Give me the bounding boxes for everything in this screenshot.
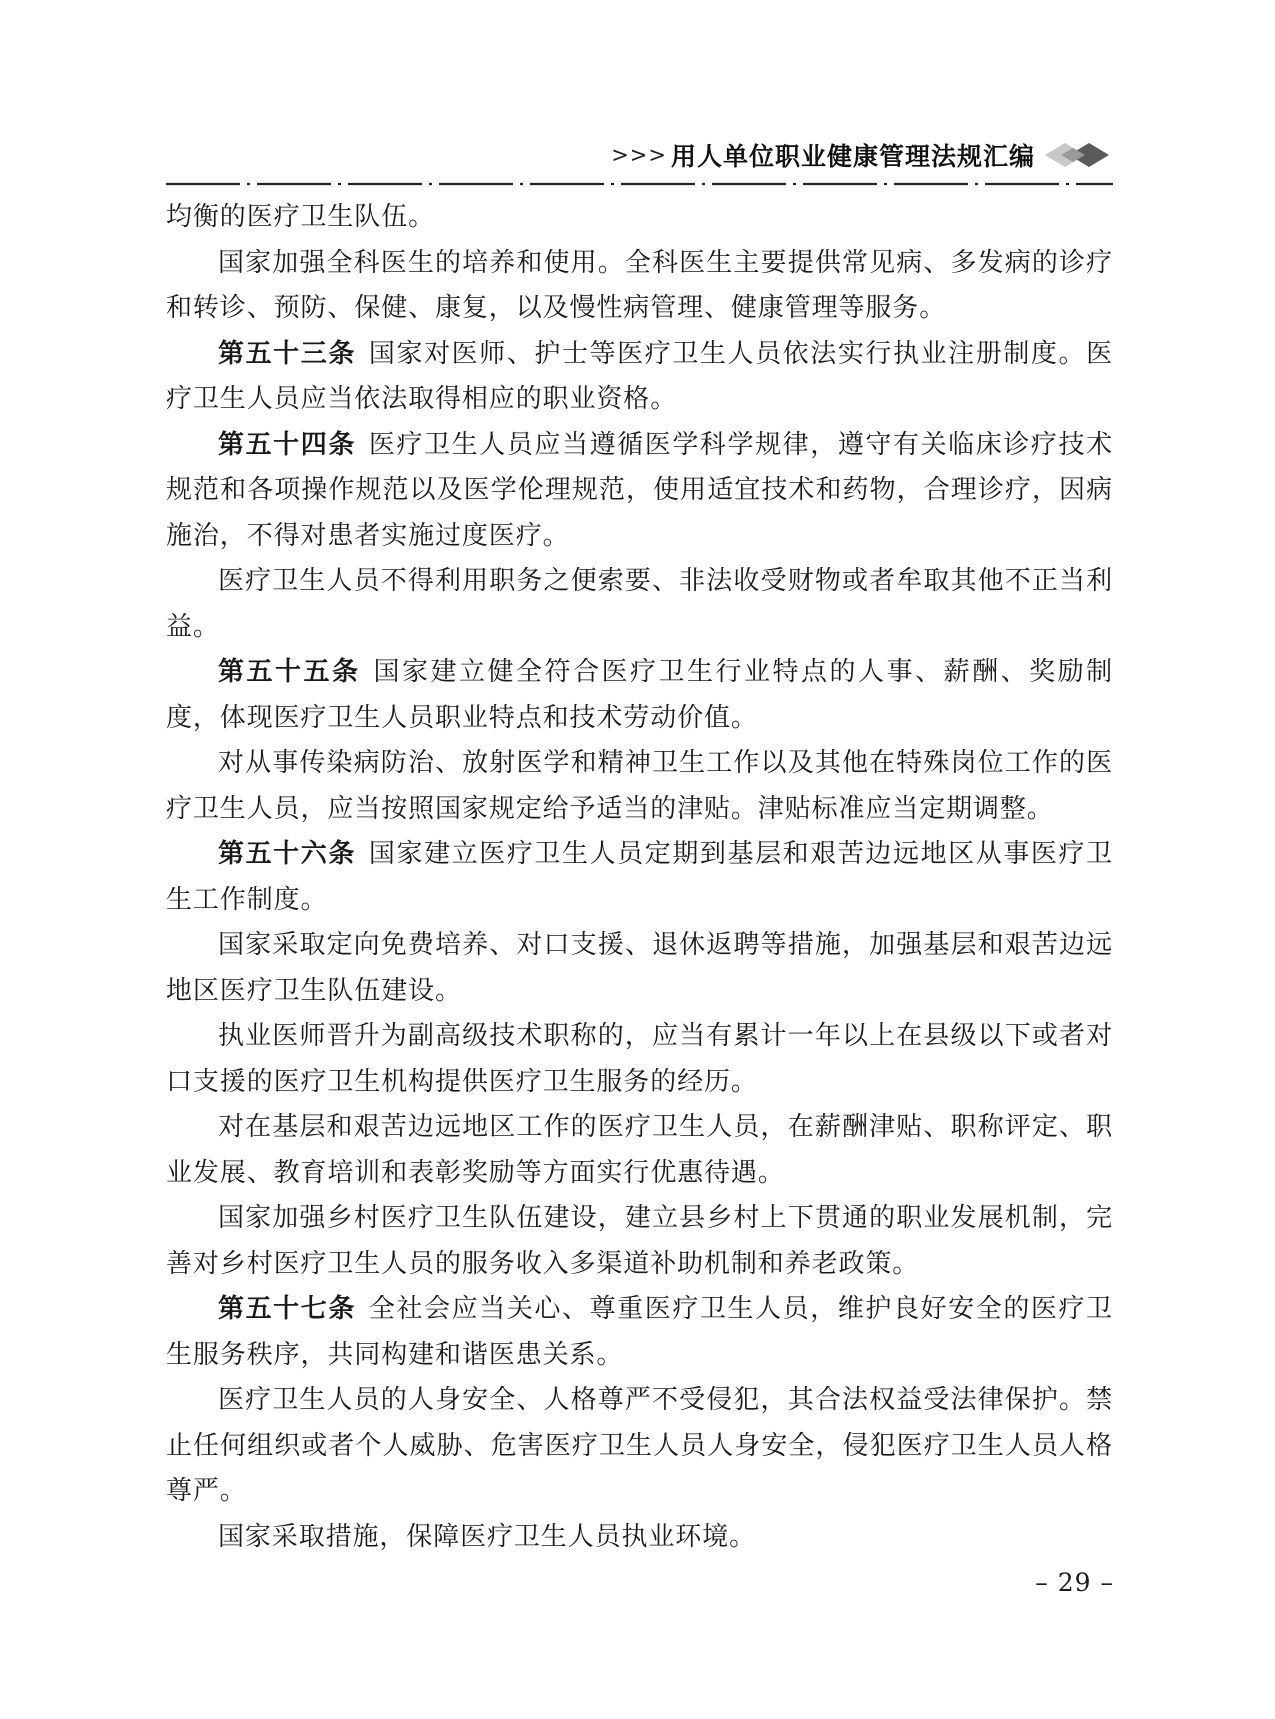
paragraph-text: 国家对医师、护士等医疗卫生人员依法实行执业注册制度。医疗卫生人员应当依法取得相应的职业资格。	[166, 338, 1113, 414]
article-number: 第五十七条	[218, 1294, 356, 1324]
paragraph-text: 国家建立健全符合医疗卫生行业特点的人事、薪酬、奖励制度，体现医疗卫生人员职业特点和技术劳动价值。	[166, 657, 1113, 733]
paragraph-text: 医疗卫生人员不得利用职务之便索要、非法收受财物或者牟取其他不正当利益。	[166, 566, 1113, 642]
article-paragraph	[166, 832, 1113, 923]
article-number: 第五十五条	[218, 657, 361, 687]
paragraph-text: 对从事传染病防治、放射医学和精神卫生工作以及其他在特殊岗位工作的医疗卫生人员，应当按照国家规定给予适当的津贴。津贴标准应当定期调整。	[166, 748, 1113, 824]
body-paragraph	[166, 923, 1113, 1014]
header-title: 用人单位职业健康管理法规汇编	[670, 142, 1035, 171]
paragraph-text: 医疗卫生人员的人身安全、人格尊严不受侵犯，其合法权益受法律保护。禁止任何组织或者个人威胁、危害医疗卫生人员人身安全，侵犯医疗卫生人员人格尊严。	[166, 1385, 1113, 1506]
body-paragraph	[166, 241, 1113, 332]
header-dash-dot-rule	[166, 180, 1113, 188]
article-number: 第五十四条	[218, 429, 356, 460]
paragraph-text: 对在基层和艰苦边远地区工作的医疗卫生人员，在薪酬津贴、职称评定、职业发展、教育培训和表彰奖励等方面实行优惠待遇。	[166, 1112, 1113, 1188]
paragraph-text: 国家加强全科医生的培养和使用。全科医生主要提供常见病、多发病的诊疗和转诊、预防、保健、康复，以及慢性病管理、健康管理等服务。	[166, 247, 1113, 323]
article-paragraph	[166, 332, 1113, 423]
header-arrows: >>>	[611, 143, 667, 167]
body-paragraph	[166, 1014, 1113, 1105]
body-text	[166, 195, 1113, 1560]
body-paragraph	[166, 559, 1113, 650]
paragraph-text: 均衡的医疗卫生队伍。	[166, 202, 436, 232]
paragraph-text: 国家采取定向免费培养、对口支援、退休返聘等措施，加强基层和艰苦边远地区医疗卫生队伍建设。	[166, 930, 1113, 1006]
running-header	[166, 136, 1113, 174]
paragraph-text: 医疗卫生人员应当遵循医学科学规律，遵守有关临床诊疗技术规范和各项操作规范以及医学伦理规范，使用适宜技术和药物，合理诊疗，因病施治，不得对患者实施过度医疗。	[166, 429, 1113, 551]
body-paragraph	[166, 1515, 1113, 1561]
body-paragraph	[166, 1105, 1113, 1196]
article-paragraph	[166, 423, 1113, 560]
body-paragraph	[166, 741, 1113, 832]
article-number: 第五十三条	[218, 338, 356, 369]
diamond-ornament-icon	[1043, 141, 1113, 169]
article-paragraph	[166, 650, 1113, 741]
article-number: 第五十六条	[218, 839, 356, 869]
paragraph-text: 全社会应当关心、尊重医疗卫生人员，维护良好安全的医疗卫生服务秩序，共同构建和谐医患关系。	[166, 1294, 1113, 1370]
paragraph-text: 国家采取措施，保障医疗卫生人员执业环境。	[218, 1521, 757, 1552]
paragraph-text: 国家加强乡村医疗卫生队伍建设，建立县乡村上下贯通的职业发展机制，完善对乡村医疗卫生人员的服务收入多渠道补助机制和养老政策。	[166, 1203, 1113, 1279]
paragraph-text: 执业医师晋升为副高级技术职称的，应当有累计一年以上在县级以下或者对口支援的医疗卫生机构提供医疗卫生服务的经历。	[166, 1021, 1113, 1097]
paragraph-text: 国家建立医疗卫生人员定期到基层和艰苦边远地区从事医疗卫生工作制度。	[166, 839, 1113, 915]
body-paragraph	[166, 195, 1113, 241]
page-number: – 29 –	[1035, 1568, 1114, 1597]
article-paragraph	[166, 1287, 1113, 1378]
body-paragraph	[166, 1378, 1113, 1515]
body-paragraph	[166, 1196, 1113, 1287]
